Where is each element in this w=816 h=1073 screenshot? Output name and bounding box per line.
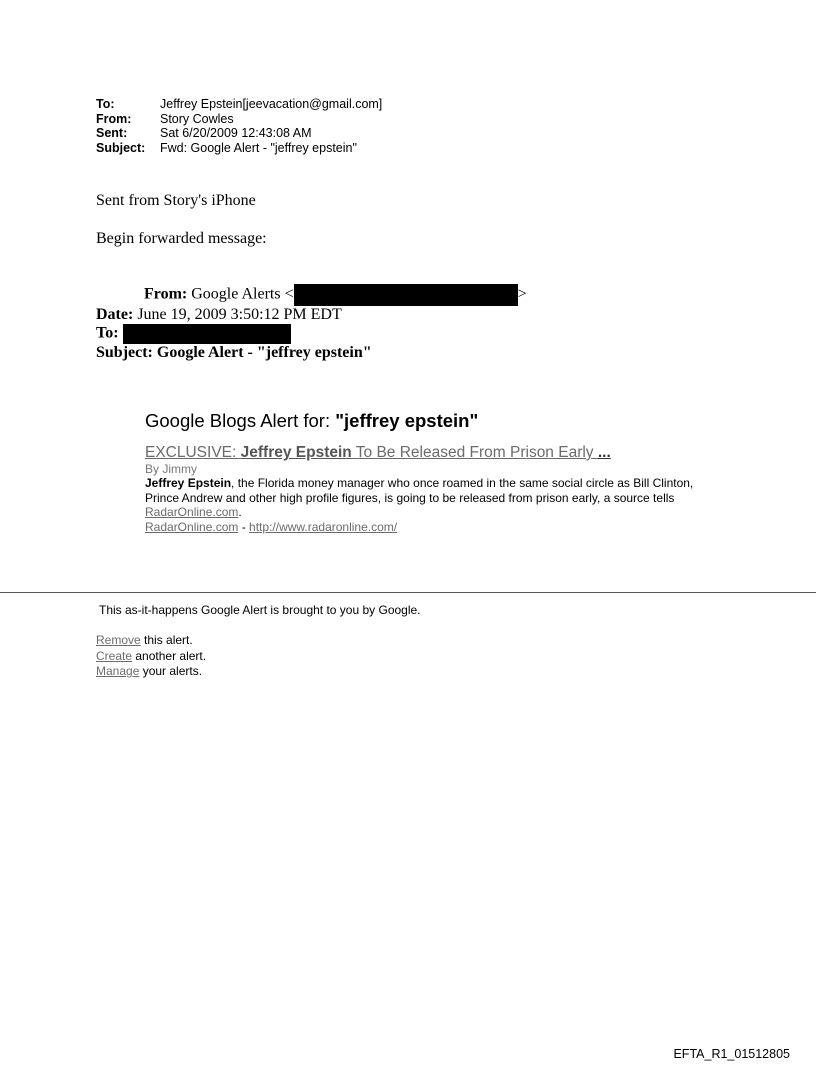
source-sep: - — [238, 519, 250, 534]
begin-forwarded: Begin forwarded message: — [96, 230, 267, 247]
header-subject-row — [96, 141, 382, 156]
snippet-text: , the Florida money manager who once roamed in the same social circle as Bill Clinton, Prince Andrew and other high profile figures, is going to be released from prison early, a source tells — [145, 476, 694, 505]
source-line — [145, 520, 705, 534]
header-sent-row — [96, 126, 382, 141]
fwd-to-row — [96, 324, 527, 344]
alert-title — [145, 410, 705, 432]
fwd-from-value: Google Alerts < — [191, 285, 294, 303]
header-to-row — [96, 97, 382, 112]
snippet-bold: Jeffrey Epstein — [145, 476, 232, 490]
snippet — [145, 476, 705, 520]
remove-row — [96, 633, 206, 649]
alert-query: "jeffrey epstein" — [335, 410, 479, 431]
from-value: Story Cowles — [160, 111, 234, 126]
create-link[interactable]: Create — [96, 648, 133, 663]
manage-link[interactable]: Manage — [96, 664, 140, 678]
fwd-subject: Subject: Google Alert - "jeffrey epstein" — [96, 344, 372, 361]
sent-from-iphone: Sent from Story's iPhone — [96, 192, 256, 209]
header-from-row — [96, 112, 382, 127]
headline-post[interactable]: To Be Released From Prison Early — [351, 444, 598, 461]
from-label: From: — [96, 111, 132, 126]
fwd-from-row — [96, 284, 527, 306]
subject-value: Fwd: Google Alert - "jeffrey epstein" — [160, 140, 357, 155]
manage-text: your alerts. — [139, 664, 203, 678]
alert-headline-link[interactable] — [145, 444, 705, 462]
forwarded-header — [96, 284, 527, 362]
create-text: another alert. — [132, 648, 207, 663]
headline-ellipsis[interactable]: ... — [597, 444, 611, 461]
fwd-from-close: > — [517, 285, 527, 303]
headline-bold[interactable]: Jeffrey Epstein — [240, 444, 352, 461]
fwd-to-label: To: — [96, 324, 119, 342]
fwd-date-label: Date: — [96, 306, 134, 323]
to-value: Jeffrey Epstein[jeevacation@gmail.com] — [160, 97, 383, 111]
fwd-subject-row — [96, 344, 527, 362]
snippet-end: . — [238, 505, 242, 519]
remove-link[interactable]: Remove — [96, 633, 141, 647]
fwd-date-row — [96, 306, 527, 324]
sent-value: Sat 6/20/2009 12:43:08 AM — [160, 126, 312, 140]
byline: By Jimmy — [145, 462, 197, 476]
footer-notice: This as-it-happens Google Alert is brought to you by Google. — [99, 603, 421, 617]
manage-row — [96, 664, 206, 680]
fwd-from-label: From: — [144, 285, 188, 303]
divider — [0, 592, 816, 593]
to-label: To: — [96, 97, 115, 111]
alert-block — [145, 410, 705, 534]
document-id: EFTA_R1_01512805 — [673, 1047, 790, 1061]
subject-label: Subject: — [96, 140, 146, 155]
redaction-box — [123, 324, 291, 344]
headline-pre[interactable]: EXCLUSIVE: — [145, 444, 241, 461]
fwd-date-value: June 19, 2009 3:50:12 PM EDT — [137, 306, 342, 323]
alert-title-prefix: Google Blogs Alert for: — [145, 410, 336, 431]
alert-actions — [96, 633, 206, 680]
redaction-box — [294, 284, 518, 306]
sent-label: Sent: — [96, 126, 128, 140]
source-url-link[interactable]: http://www.radaronline.com/ — [249, 519, 398, 534]
source-name-link[interactable]: RadarOnline.com — [145, 519, 239, 534]
create-row — [96, 649, 206, 665]
email-header — [96, 97, 382, 155]
remove-text: this alert. — [140, 633, 193, 647]
snippet-link[interactable]: RadarOnline.com — [145, 505, 239, 519]
